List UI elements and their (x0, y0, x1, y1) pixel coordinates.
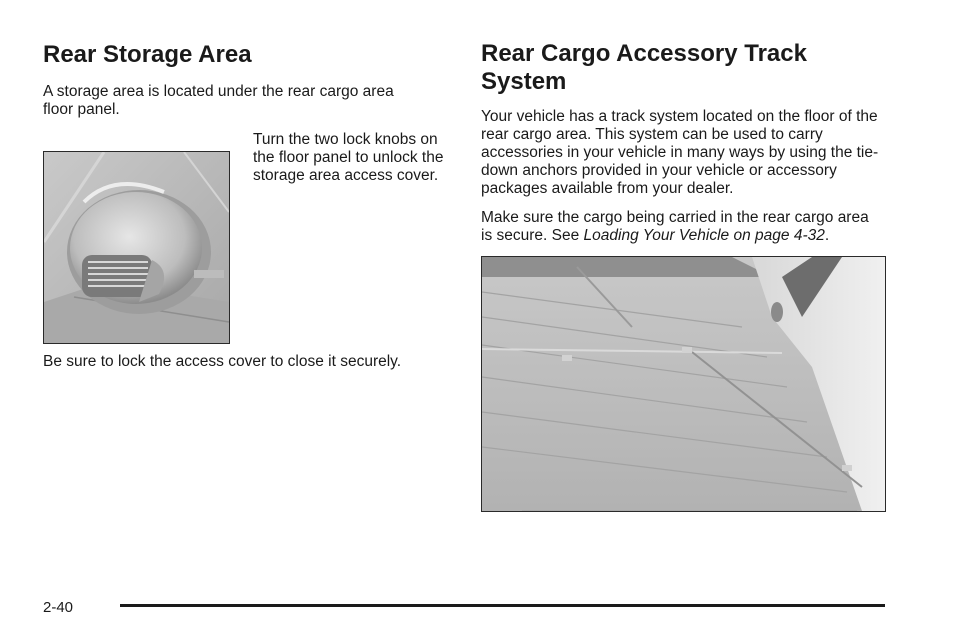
cargo-secure-note (481, 209, 881, 245)
right-column (481, 40, 891, 245)
lock-knob-figure-row (43, 131, 453, 327)
left-column (43, 40, 453, 327)
section-title-rear-storage: Rear Storage Area (43, 41, 252, 68)
page-number: 2-40 (43, 599, 74, 616)
cargo-secure-suffix: . (824, 227, 830, 244)
cargo-floor-track-photo (481, 256, 886, 512)
lock-knob-instruction: Turn the two lock knobs on the floor panel to unlock the storage area access cover. (253, 131, 444, 184)
rear-storage-intro: A storage area is located under the rear cargo area floor panel. (43, 83, 394, 118)
rear-storage-closing: Be sure to lock the access cover to close it securely. (43, 353, 402, 370)
footer-divider (120, 604, 885, 607)
cargo-secure-prefix: Make sure the cargo being carried in the rear cargo area is secure. See (481, 209, 869, 244)
cargo-track-description: Your vehicle has a track system located on the floor of the rear cargo area. This system can be used to carry accessories in your vehicle in many ways by using the tie-down anchors provided in your vehicle or accessory packages available from your dealer. (481, 108, 879, 197)
loading-vehicle-reference[interactable]: Loading Your Vehicle on page 4-32 (583, 227, 825, 244)
section-title-cargo-track: Rear Cargo Accessory Track System (481, 40, 807, 95)
lock-knob-photo (43, 151, 230, 344)
